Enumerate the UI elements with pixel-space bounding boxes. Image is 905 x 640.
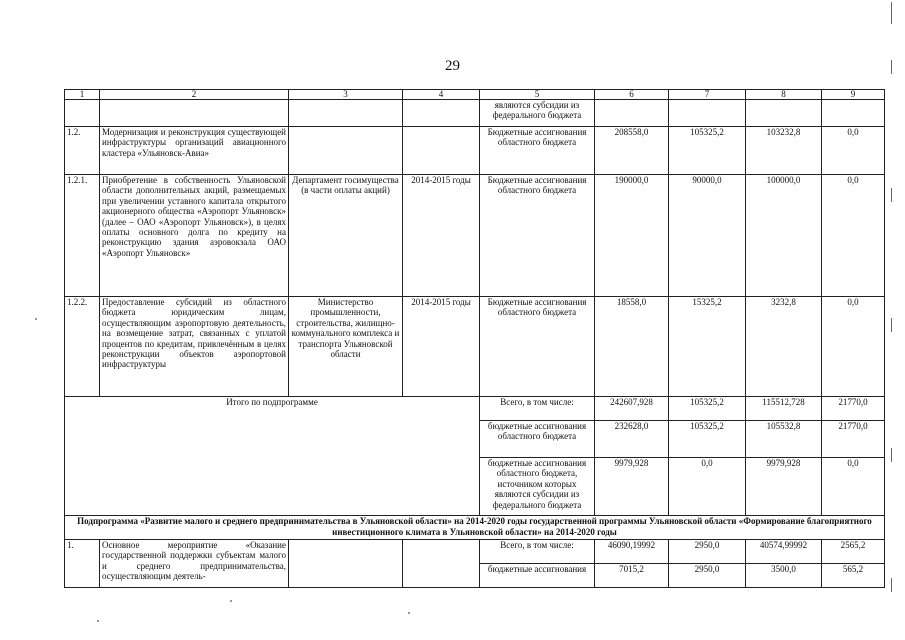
scan-mark <box>891 448 892 462</box>
value-year-3: 21770,0 <box>822 397 885 421</box>
row-number: 1.2. <box>65 127 100 175</box>
value-total: 46090,19992 <box>595 540 669 564</box>
funding-source: бюджетные ассигнования <box>480 564 595 588</box>
value-year-3: 565,2 <box>822 564 885 588</box>
value-year-1: 2950,0 <box>669 564 746 588</box>
value-year-2: 115512,728 <box>746 397 822 421</box>
col-header-1: 1 <box>65 90 100 100</box>
value-year-2: 100000,0 <box>746 175 822 297</box>
value-total: 232628,0 <box>595 421 669 458</box>
col-header-3: 3 <box>289 90 403 100</box>
value-year-2: 3232,8 <box>746 297 822 397</box>
value-total: 190000,0 <box>595 175 669 297</box>
row-description: Предоставление субсидий из областного бюджета юридическим лицам, осуществляющим аэропортовую деятельность, на возмещение затрат, связанных с уплатой процентов по кредитам, привлечённым в целях реконструкции объектов аэропортовой инфраструктуры <box>100 297 289 397</box>
col-header-7: 7 <box>669 90 746 100</box>
col-header-8: 8 <box>746 90 822 100</box>
subprogram-title: Подпрограмма «Развитие малого и среднего предпринимательства в Ульяновской области» на 2014-2020 годы государственной программы Ульяновской области «Формирование благоприятного инвестиционного климата в Ульяновской области» на 2014-2020 годы <box>65 516 885 540</box>
funding-source: Всего, в том числе: <box>480 540 595 564</box>
col-header-2: 2 <box>100 90 289 100</box>
col-header-4: 4 <box>403 90 480 100</box>
table-row <box>65 127 885 175</box>
value-year-2: 103232,8 <box>746 127 822 175</box>
table-row <box>65 100 885 127</box>
row-number: 1.2.2. <box>65 297 100 397</box>
value-year-3: 0,0 <box>822 297 885 397</box>
row-description: Модернизация и реконструкция существующей инфраструктуры организаций авиационного кластера «Ульяновск-Авиа» <box>100 127 289 175</box>
value-total: 18558,0 <box>595 297 669 397</box>
scan-dot <box>35 318 37 320</box>
value-total: 242607,928 <box>595 397 669 421</box>
funding-source: бюджетные ассигнования областного бюджета, источником которых являются субсидии из федерального бюджета <box>480 458 595 516</box>
funding-source: бюджетные ассигнования областного бюджета <box>480 421 595 458</box>
row-description: Основное мероприятие «Оказание государственной поддержки субъектам малого и среднего предпринимательства, осуществляющим деятель- <box>100 540 289 588</box>
value-year-1: 0,0 <box>669 458 746 516</box>
scan-mark <box>891 188 892 202</box>
value-total: 7015,2 <box>595 564 669 588</box>
row-executor: Департамент госимущества (в части оплаты акций) <box>289 175 403 297</box>
funding-source: Бюджетные ассигнования областного бюджета <box>480 297 595 397</box>
col-header-6: 6 <box>595 90 669 100</box>
scan-dot <box>408 612 410 614</box>
scan-mark <box>891 578 892 592</box>
value-year-3: 0,0 <box>822 458 885 516</box>
funding-source: являются субсидии из федерального бюджета <box>480 100 595 127</box>
value-year-2: 3500,0 <box>746 564 822 588</box>
row-number: 1. <box>65 540 100 588</box>
page-number: 29 <box>445 58 460 74</box>
value-year-1: 15325,2 <box>669 297 746 397</box>
scan-dot <box>97 620 99 622</box>
value-year-3: 2565,2 <box>822 540 885 564</box>
scan-dot <box>230 600 232 602</box>
table-row <box>65 397 885 421</box>
value-year-2: 9979,928 <box>746 458 822 516</box>
value-year-2: 105532,8 <box>746 421 822 458</box>
value-total: 208558,0 <box>595 127 669 175</box>
row-executor: Министерство промышленности, строительства, жилищно-коммунального комплекса и транспорта Ульяновской области <box>289 297 403 397</box>
value-year-2: 40574,99992 <box>746 540 822 564</box>
table-row <box>65 516 885 540</box>
value-year-1: 105325,2 <box>669 397 746 421</box>
value-year-1: 2950,0 <box>669 540 746 564</box>
col-header-5: 5 <box>480 90 595 100</box>
funding-source: Бюджетные ассигнования областного бюджета <box>480 175 595 297</box>
scan-mark <box>891 318 892 332</box>
value-year-3: 0,0 <box>822 127 885 175</box>
value-year-1: 105325,2 <box>669 421 746 458</box>
value-year-3: 21770,0 <box>822 421 885 458</box>
row-description: Приобретение в собственность Ульяновской области дополнительных акций, размещаемых при увеличении уставного капитала открытого акционерного общества «Аэропорт Ульяновск» (далее – ОАО «Аэропорт Ульяновск»), в целях оплаты основного долга по кредиту на реконструкцию здания аэровокзала ОАО «Аэропорт Ульяновск» <box>100 175 289 297</box>
row-number: 1.2.1. <box>65 175 100 297</box>
funding-source: Всего, в том числе: <box>480 397 595 421</box>
program-table <box>64 89 885 588</box>
subprogram-total-label: Итого по подпрограмме <box>65 397 480 516</box>
scan-mark <box>891 60 892 74</box>
table-row <box>65 175 885 297</box>
table-row <box>65 297 885 397</box>
col-header-9: 9 <box>822 90 885 100</box>
funding-source: Бюджетные ассигнования областного бюджета <box>480 127 595 175</box>
value-year-1: 90000,0 <box>669 175 746 297</box>
row-period: 2014-2015 годы <box>403 297 480 397</box>
value-total: 9979,928 <box>595 458 669 516</box>
scan-mark <box>891 2 892 24</box>
table-row <box>65 540 885 564</box>
row-period: 2014-2015 годы <box>403 175 480 297</box>
value-year-1: 105325,2 <box>669 127 746 175</box>
column-number-row <box>65 90 885 100</box>
value-year-3: 0,0 <box>822 175 885 297</box>
